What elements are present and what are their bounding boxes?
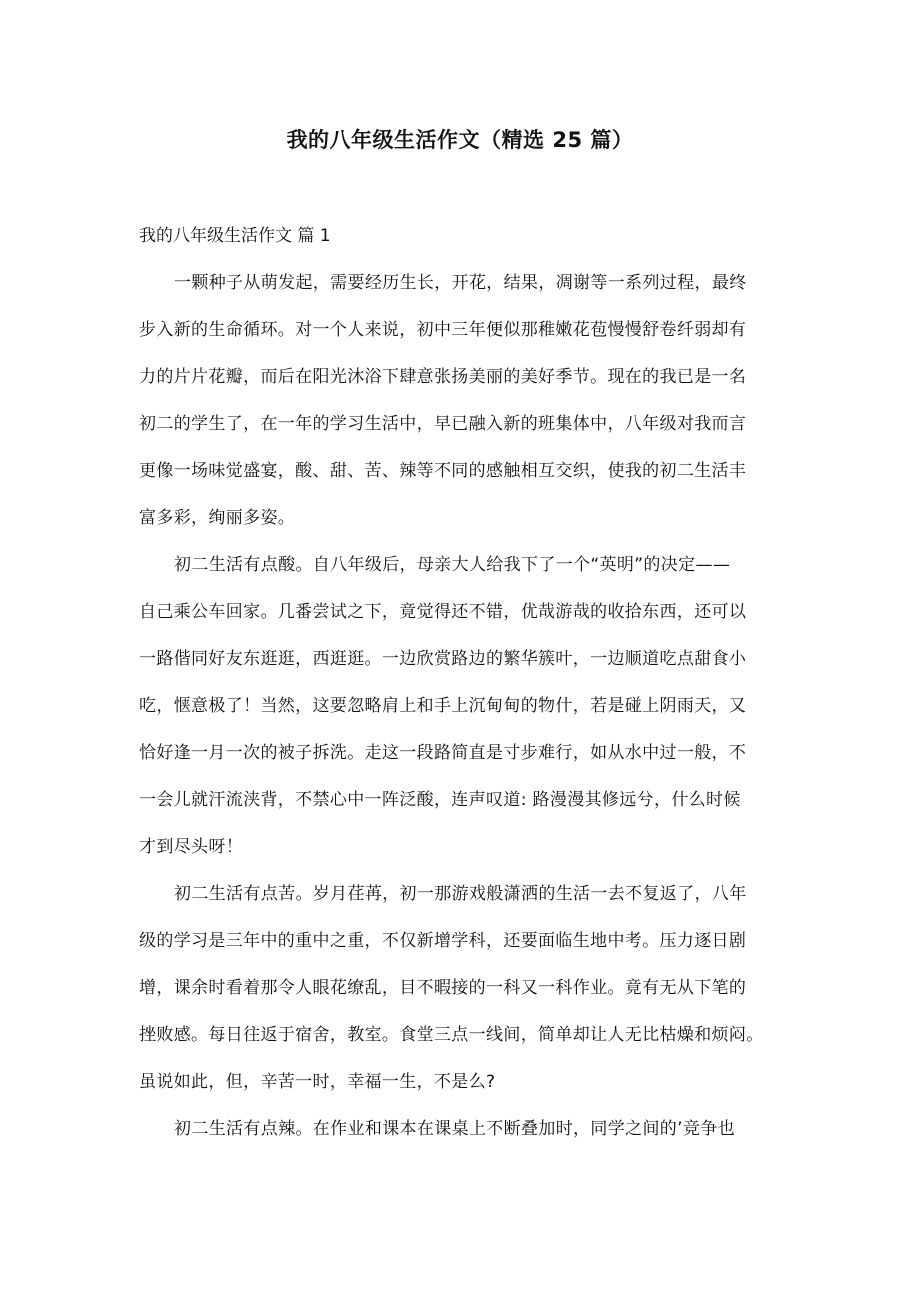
text-line: 初二生活有点辣。在作业和课本在课桌上不断叠加时，同学之间的’竞争也 bbox=[174, 1119, 735, 1139]
text-line: 恰好逢一月一次的被子拆洗。走这一段路简直是寸步难行，如从水中过一般，不 bbox=[139, 743, 747, 763]
text-line: 初二生活有点苦。岁月荏苒，初一那游戏般潇洒的生活一去不复返了，八年 bbox=[174, 884, 747, 904]
text-line: 才到尽头呀！ bbox=[139, 837, 244, 857]
text-line: 吃，惬意极了！当然，这要忽略肩上和手上沉甸甸的物什，若是碰上阴雨天，又 bbox=[139, 696, 747, 716]
text-line: 力的片片花瓣，而后在阳光沐浴下肆意张扬美丽的美好季节。现在的我已是一名 bbox=[139, 367, 747, 387]
document-body bbox=[139, 268, 791, 1161]
text-line: 一会儿就汗流浃背，不禁心中一阵泛酸，连声叹道: 路漫漫其修远兮，什么时候 bbox=[139, 790, 741, 810]
section-heading: 我的八年级生活作文 篇 1 bbox=[139, 226, 331, 246]
text-line: 级的学习是三年中的重中之重，不仅新增学科，还要面临生地中考。压力逐日剧 bbox=[139, 931, 747, 951]
text-line: 一颗种子从萌发起，需要经历生长，开花，结果，凋谢等一系列过程，最终 bbox=[174, 273, 747, 293]
text-line: 挫败感。每日往返于宿舍，教室。食堂三点一线间，简单却让人无比枯燥和烦闷。 bbox=[139, 1025, 764, 1045]
text-line: 自己乘公车回家。几番尝试之下，竟觉得还不错，优哉游哉的收拾东西，还可以 bbox=[139, 602, 747, 622]
text-line: 一路偕同好友东逛逛，西逛逛。一边欣赏路边的繁华簇叶，一边顺道吃点甜食小 bbox=[139, 649, 747, 669]
document-title: 我的八年级生活作文（精选 25 篇） bbox=[286, 128, 634, 152]
text-line: 更像一场味觉盛宴，酸、甜、苦、辣等不同的感触相互交织，使我的初二生活丰 bbox=[139, 461, 747, 481]
text-line: 虽说如此，但，辛苦一时，幸福一生，不是么? bbox=[139, 1072, 496, 1092]
text-line: 初二的学生了，在一年的学习生活中，早已融入新的班集体中，八年级对我而言 bbox=[139, 414, 747, 434]
text-line: 步入新的生命循环。对一个人来说，初中三年便似那稚嫩花苞慢慢舒卷纤弱却有 bbox=[139, 320, 747, 340]
text-line: 增，课余时看着那令人眼花缭乱，目不暇接的一科又一科作业。竟有无从下笔的 bbox=[139, 978, 747, 998]
text-line: 初二生活有点酸。自八年级后，母亲大人给我下了一个“英明”的决定—— bbox=[174, 555, 731, 575]
text-line: 富多彩，绚丽多姿。 bbox=[139, 508, 296, 528]
